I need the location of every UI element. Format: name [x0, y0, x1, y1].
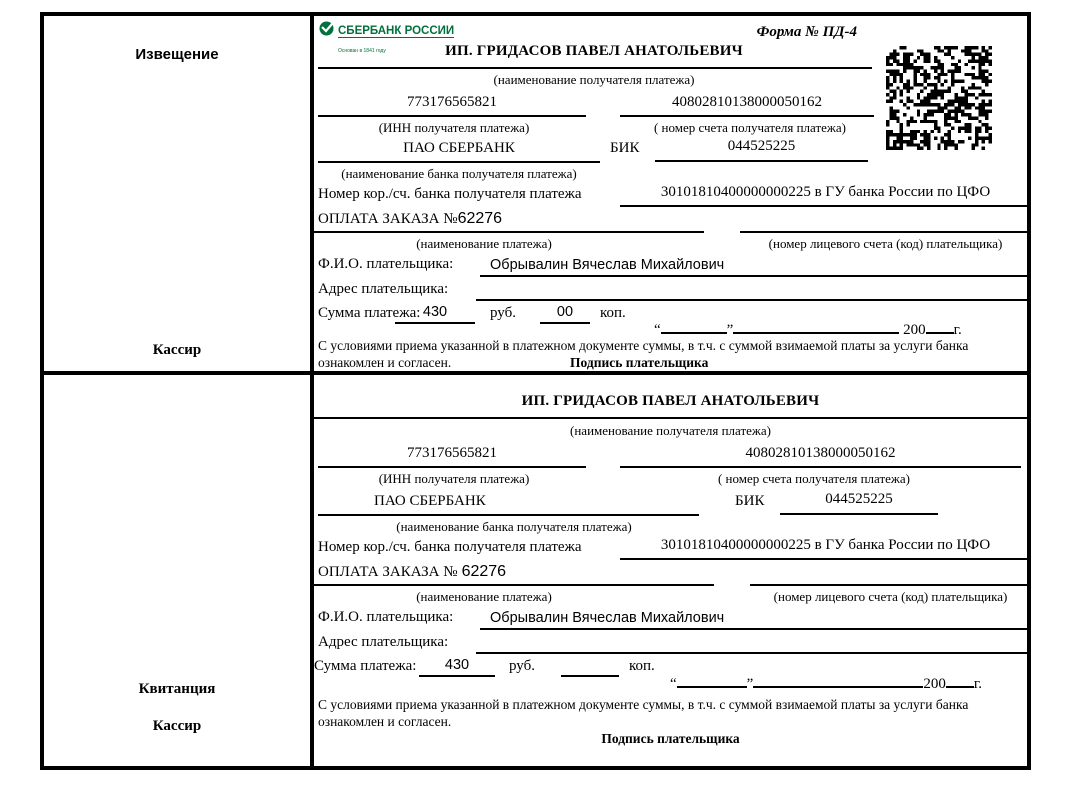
payment-purpose — [318, 210, 502, 228]
recipient-name-line — [314, 417, 1027, 419]
signature-label: Подпись плательщика — [601, 731, 740, 746]
bik-value: 044525225 — [825, 491, 893, 507]
date-day-line — [677, 673, 747, 688]
amount-rub-value: 430 — [444, 657, 470, 673]
amount-rub-line — [395, 322, 475, 324]
date-month-line — [753, 673, 923, 688]
sberbank-coin-icon — [319, 21, 334, 41]
notice-left-column — [44, 16, 314, 371]
personal-account-line — [750, 584, 1027, 586]
qr-code — [886, 46, 992, 150]
payer-fio-label: Ф.И.О. плательщика: — [318, 256, 454, 272]
year-suffix: г. — [973, 676, 983, 692]
receipt-left-column — [44, 375, 314, 766]
amount-kop-value: 00 — [556, 304, 574, 320]
personal-account-line — [740, 231, 1027, 233]
bank-name-caption: (наименование банка получателя платежа) — [396, 519, 632, 534]
kop-label: коп. — [629, 658, 655, 674]
recipient-name: ИП. ГРИДАСОВ ПАВЕЛ АНАТОЛЬЕВИЧ — [445, 43, 743, 59]
receipt-section — [44, 375, 1027, 766]
bank-name-line — [318, 514, 699, 516]
bank-name-caption: (наименование банка получателя платежа) — [341, 166, 577, 181]
quote-open: “ — [670, 676, 677, 692]
recipient-name-caption: (наименование получателя платежа) — [570, 423, 771, 438]
notice-title: Извещение — [135, 46, 219, 63]
payment-purpose-line — [314, 584, 714, 586]
kop-label: коп. — [600, 305, 626, 321]
account-caption: ( номер счета получателя платежа) — [717, 471, 911, 486]
payer-fio-label: Ф.И.О. плательщика: — [318, 609, 454, 625]
account-caption: ( номер счета получателя платежа) — [653, 120, 847, 135]
inn-caption: (ИНН получателя платежа) — [378, 120, 530, 135]
quote-close: ” — [726, 322, 734, 338]
bik-line — [655, 160, 868, 162]
personal-account-caption: (номер лицевого счета (код) плательщика) — [773, 589, 1008, 604]
form-outer-frame — [40, 12, 1031, 770]
receipt-title: Квитанция — [138, 681, 216, 697]
payment-purpose — [318, 563, 506, 581]
date-row — [654, 319, 962, 339]
bik-line — [780, 513, 938, 515]
bik-label: БИК — [735, 493, 765, 509]
amount-label: Сумма платежа: — [318, 305, 421, 321]
bank-name-line — [318, 161, 600, 163]
account-line — [620, 115, 874, 117]
year-prefix: 200 — [903, 322, 926, 338]
korr-line — [620, 558, 1027, 560]
bik-value: 044525225 — [727, 138, 796, 154]
payer-fio-line — [480, 275, 1027, 277]
inn-value: 773176565821 — [407, 94, 497, 110]
account-value: 40802810138000050162 — [672, 94, 822, 110]
payer-fio-line — [480, 628, 1027, 630]
order-number: 62276 — [461, 563, 507, 580]
amount-kop-line — [540, 322, 590, 324]
form-number: Форма № ПД-4 — [756, 24, 857, 40]
cashier-label: Кассир — [152, 718, 202, 734]
korr-value: 30101810400000000225 в ГУ банка России по ЦФО — [660, 184, 991, 200]
personal-account-caption: (номер лицевого счета (код) плательщика) — [768, 236, 1003, 251]
inn-line — [318, 115, 586, 117]
payer-address-label: Адрес плательщика: — [318, 281, 449, 297]
terms-line1: С условиями приема указанной в платежном документе суммы, в т.ч. с суммой взимаемой платы за услуги банка — [318, 338, 969, 353]
date-year-line — [926, 319, 954, 334]
korr-value: 30101810400000000225 в ГУ банка России по ЦФО — [660, 537, 991, 553]
date-year-line — [946, 673, 974, 688]
terms-line1: С условиями приема указанной в платежном документе суммы, в т.ч. с суммой взимаемой платы за услуги банка — [318, 697, 969, 712]
amount-rub-value: 430 — [422, 304, 448, 320]
payer-fio-value: Обрывалин Вячеслав Михайлович — [490, 610, 725, 626]
inn-line — [318, 466, 586, 468]
payment-purpose-caption: (наименование платежа) — [416, 589, 552, 604]
recipient-name-caption: (наименование получателя платежа) — [493, 72, 695, 87]
inn-caption: (ИНН получателя платежа) — [378, 471, 530, 486]
payment-purpose-line — [314, 231, 704, 233]
amount-kop-line — [561, 675, 619, 677]
bank-logo-title: СБЕРБАНК РОССИИ — [338, 25, 455, 37]
receipt-body — [314, 375, 1027, 766]
order-number: 62276 — [457, 210, 503, 227]
payment-purpose-caption: (наименование платежа) — [416, 236, 552, 251]
korr-line — [620, 205, 1027, 207]
inn-value: 773176565821 — [407, 445, 497, 461]
payment-purpose-prefix: ОПЛАТА ЗАКАЗА № — [318, 564, 458, 580]
bank-name-value: ПАО СБЕРБАНК — [374, 493, 486, 509]
amount-rub-line — [419, 675, 495, 677]
payer-fio-value: Обрывалин Вячеслав Михайлович — [490, 257, 725, 273]
payer-address-label: Адрес плательщика: — [318, 634, 449, 650]
bik-label: БИК — [610, 140, 640, 156]
quote-close: ” — [746, 676, 754, 692]
quote-open: “ — [654, 322, 661, 338]
payment-purpose-prefix: ОПЛАТА ЗАКАЗА № — [318, 211, 458, 227]
amount-label: Сумма платежа: — [314, 658, 417, 674]
rub-label: руб. — [509, 658, 535, 674]
year-suffix: г. — [953, 322, 962, 338]
date-row — [670, 673, 982, 693]
terms-line2: ознакомлен и согласен. — [318, 355, 452, 370]
payer-address-line — [476, 299, 1027, 301]
recipient-name: ИП. ГРИДАСОВ ПАВЕЛ АНАТОЛЬЕВИЧ — [521, 393, 820, 409]
bank-logo-tagline: Основан в 1841 году — [338, 48, 386, 54]
notice-section — [44, 16, 1027, 375]
bank-name-value: ПАО СБЕРБАНК — [403, 140, 515, 156]
payer-address-line — [476, 652, 1027, 654]
year-prefix: 200 — [923, 676, 946, 692]
korr-label: Номер кор./сч. банка получателя платежа — [318, 539, 582, 555]
cashier-label: Кассир — [152, 342, 202, 358]
account-line — [620, 466, 1021, 468]
notice-body — [314, 16, 1027, 371]
date-month-line — [733, 319, 899, 334]
recipient-name-line — [318, 67, 872, 69]
korr-label: Номер кор./сч. банка получателя платежа — [318, 186, 582, 202]
signature-label: Подпись плательщика — [570, 355, 709, 370]
rub-label: руб. — [490, 305, 516, 321]
date-day-line — [661, 319, 727, 334]
terms-line2: ознакомлен и согласен. — [318, 714, 452, 729]
account-value: 40802810138000050162 — [745, 445, 896, 461]
